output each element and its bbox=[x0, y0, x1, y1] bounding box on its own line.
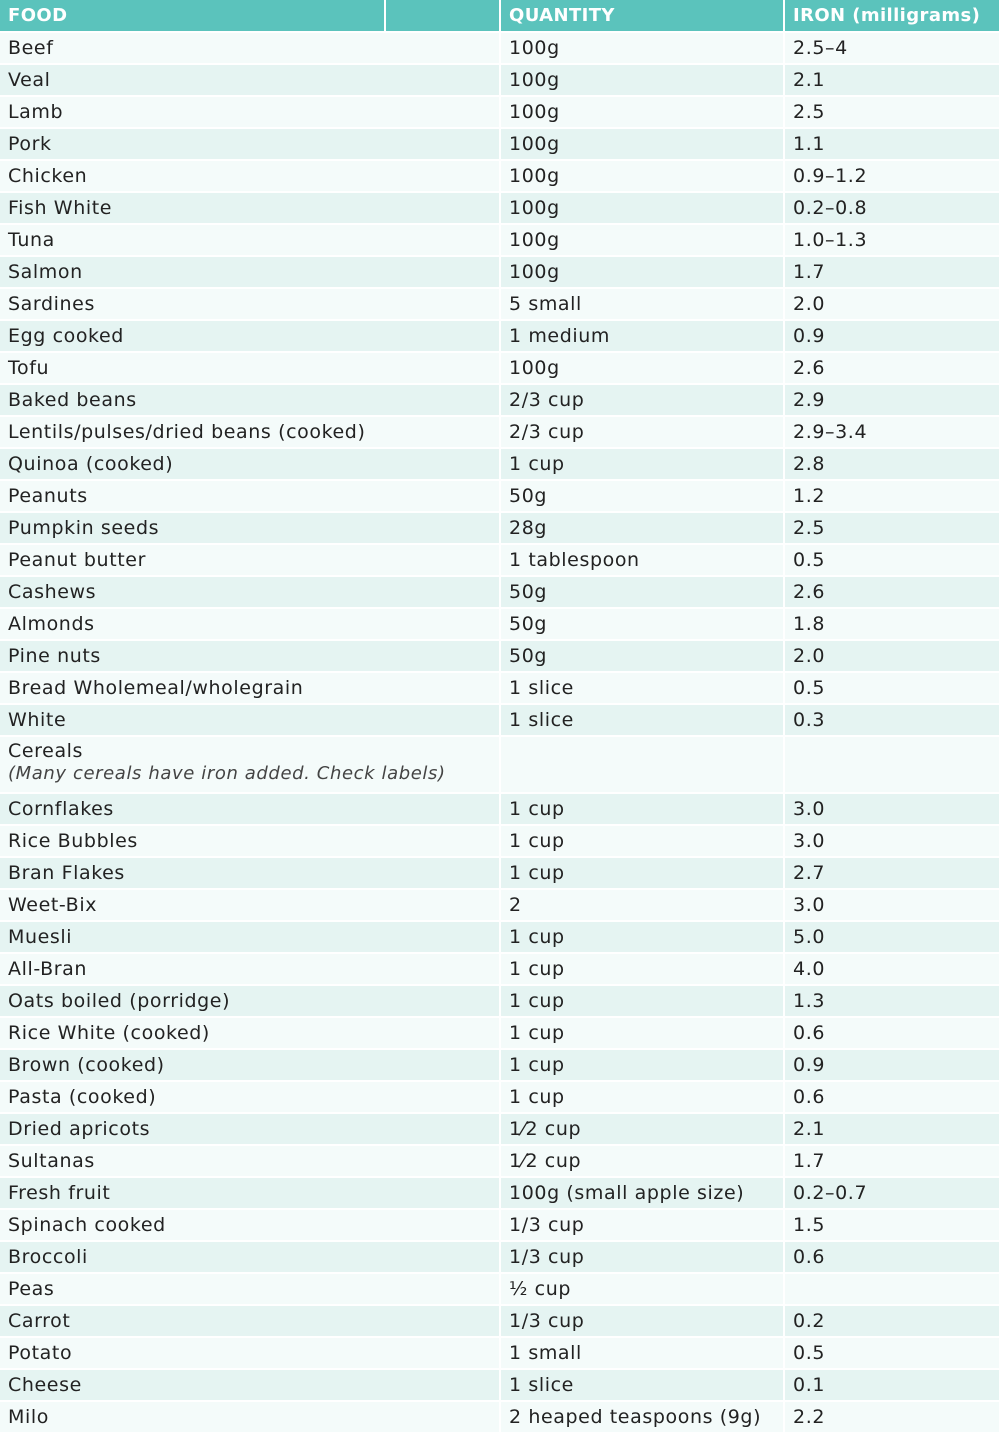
iron-cell: 1.1 bbox=[784, 128, 1000, 160]
table-row bbox=[0, 224, 1000, 256]
quantity-cell: 1 cup bbox=[500, 1081, 784, 1113]
food-cell: Tuna bbox=[0, 224, 500, 256]
table-header bbox=[0, 0, 1000, 32]
iron-cell: 3.0 bbox=[784, 793, 1000, 825]
iron-cell: 2.9–3.4 bbox=[784, 416, 1000, 448]
food-cell: Bread Wholemeal/wholegrain bbox=[0, 672, 500, 704]
table-row bbox=[0, 953, 1000, 985]
food-cell: Pumpkin seeds bbox=[0, 512, 500, 544]
table-row bbox=[0, 32, 1000, 64]
iron-cell: 2.2 bbox=[784, 1401, 1000, 1433]
table-row bbox=[0, 857, 1000, 889]
food-cell: Brown (cooked) bbox=[0, 1049, 500, 1081]
food-cell: Fish White bbox=[0, 192, 500, 224]
quantity-cell: 50g bbox=[500, 640, 784, 672]
quantity-cell: 100g bbox=[500, 160, 784, 192]
quantity-cell: 1 cup bbox=[500, 825, 784, 857]
iron-cell: 0.6 bbox=[784, 1017, 1000, 1049]
table-row bbox=[0, 1241, 1000, 1273]
food-cell: All-Bran bbox=[0, 953, 500, 985]
table-row bbox=[0, 288, 1000, 320]
table-row bbox=[0, 256, 1000, 288]
iron-cell: 2.1 bbox=[784, 1113, 1000, 1145]
table-row bbox=[0, 921, 1000, 953]
iron-cell: 0.9 bbox=[784, 320, 1000, 352]
quantity-cell: 1 cup bbox=[500, 793, 784, 825]
iron-cell: 2.5 bbox=[784, 96, 1000, 128]
food-cell: Baked beans bbox=[0, 384, 500, 416]
food-cell: Cashews bbox=[0, 576, 500, 608]
column-header-blank bbox=[385, 0, 500, 32]
table-row bbox=[0, 1017, 1000, 1049]
food-cell: Pork bbox=[0, 128, 500, 160]
food-cell: Peanuts bbox=[0, 480, 500, 512]
table-row bbox=[0, 640, 1000, 672]
iron-cell bbox=[784, 736, 1000, 793]
iron-cell: 1.3 bbox=[784, 985, 1000, 1017]
quantity-cell: 1 cup bbox=[500, 857, 784, 889]
table-row bbox=[0, 64, 1000, 96]
food-cell: Carrot bbox=[0, 1305, 500, 1337]
table-row bbox=[0, 384, 1000, 416]
table-row bbox=[0, 128, 1000, 160]
quantity-cell: 100g bbox=[500, 64, 784, 96]
quantity-cell: 1 cup bbox=[500, 1017, 784, 1049]
iron-cell: 0.2 bbox=[784, 1305, 1000, 1337]
quantity-cell: 1/3 cup bbox=[500, 1209, 784, 1241]
column-header-food: FOOD bbox=[0, 0, 385, 32]
iron-cell: 1.0–1.3 bbox=[784, 224, 1000, 256]
table-row bbox=[0, 608, 1000, 640]
table-row bbox=[0, 1145, 1000, 1177]
food-cell: Quinoa (cooked) bbox=[0, 448, 500, 480]
quantity-cell: 1 medium bbox=[500, 320, 784, 352]
table-row bbox=[0, 320, 1000, 352]
iron-cell: 0.2–0.8 bbox=[784, 192, 1000, 224]
quantity-cell: 2 bbox=[500, 889, 784, 921]
food-cell: Pine nuts bbox=[0, 640, 500, 672]
table-row bbox=[0, 825, 1000, 857]
iron-cell: 2.7 bbox=[784, 857, 1000, 889]
food-cell: Broccoli bbox=[0, 1241, 500, 1273]
food-cell: White bbox=[0, 704, 500, 736]
iron-cell: 3.0 bbox=[784, 889, 1000, 921]
quantity-cell: 100g bbox=[500, 352, 784, 384]
iron-cell: 2.8 bbox=[784, 448, 1000, 480]
food-cell: Lentils/pulses/dried beans (cooked) bbox=[0, 416, 500, 448]
iron-cell: 0.6 bbox=[784, 1241, 1000, 1273]
iron-cell: 0.5 bbox=[784, 544, 1000, 576]
table-row bbox=[0, 1401, 1000, 1433]
table-row bbox=[0, 1305, 1000, 1337]
quantity-cell: 100g bbox=[500, 256, 784, 288]
quantity-cell: 100g bbox=[500, 32, 784, 64]
food-cell: Lamb bbox=[0, 96, 500, 128]
table-row bbox=[0, 160, 1000, 192]
quantity-cell: 100g bbox=[500, 128, 784, 160]
quantity-cell: 1⁄2 cup bbox=[500, 1145, 784, 1177]
iron-cell bbox=[784, 1273, 1000, 1305]
quantity-cell: 1 slice bbox=[500, 704, 784, 736]
food-cell: Pasta (cooked) bbox=[0, 1081, 500, 1113]
quantity-cell: 1 cup bbox=[500, 448, 784, 480]
quantity-cell: 100g (small apple size) bbox=[500, 1177, 784, 1209]
iron-cell: 0.6 bbox=[784, 1081, 1000, 1113]
quantity-cell: 50g bbox=[500, 608, 784, 640]
quantity-cell: 28g bbox=[500, 512, 784, 544]
food-cell: Veal bbox=[0, 64, 500, 96]
quantity-cell: 100g bbox=[500, 192, 784, 224]
quantity-cell: 2 heaped teaspoons (9g) bbox=[500, 1401, 784, 1433]
food-cell: Dried apricots bbox=[0, 1113, 500, 1145]
quantity-cell: 2/3 cup bbox=[500, 384, 784, 416]
table-row bbox=[0, 1049, 1000, 1081]
table-row bbox=[0, 672, 1000, 704]
quantity-cell: 1 cup bbox=[500, 1049, 784, 1081]
table-row bbox=[0, 192, 1000, 224]
iron-cell: 4.0 bbox=[784, 953, 1000, 985]
iron-cell: 1.7 bbox=[784, 256, 1000, 288]
table-row bbox=[0, 448, 1000, 480]
iron-cell: 0.9 bbox=[784, 1049, 1000, 1081]
table-row bbox=[0, 889, 1000, 921]
food-cell: Cheese bbox=[0, 1369, 500, 1401]
food-cell: Salmon bbox=[0, 256, 500, 288]
table-row bbox=[0, 96, 1000, 128]
quantity-cell: 1 cup bbox=[500, 985, 784, 1017]
food-cell: Chicken bbox=[0, 160, 500, 192]
iron-cell: 2.0 bbox=[784, 640, 1000, 672]
table-row bbox=[0, 1177, 1000, 1209]
iron-cell: 1.8 bbox=[784, 608, 1000, 640]
iron-cell: 0.5 bbox=[784, 672, 1000, 704]
iron-cell: 5.0 bbox=[784, 921, 1000, 953]
quantity-cell: 2/3 cup bbox=[500, 416, 784, 448]
iron-cell: 1.2 bbox=[784, 480, 1000, 512]
iron-cell: 2.6 bbox=[784, 352, 1000, 384]
quantity-cell: 1/3 cup bbox=[500, 1241, 784, 1273]
table-row bbox=[0, 1209, 1000, 1241]
iron-cell: 2.9 bbox=[784, 384, 1000, 416]
food-cell: Weet-Bix bbox=[0, 889, 500, 921]
table-row bbox=[0, 1113, 1000, 1145]
quantity-cell: 1 tablespoon bbox=[500, 544, 784, 576]
food-cell: Rice White (cooked) bbox=[0, 1017, 500, 1049]
iron-cell: 2.5 bbox=[784, 512, 1000, 544]
iron-cell: 2.5–4 bbox=[784, 32, 1000, 64]
food-cell: Egg cooked bbox=[0, 320, 500, 352]
iron-cell: 1.7 bbox=[784, 1145, 1000, 1177]
column-header-quantity: QUANTITY bbox=[500, 0, 784, 32]
table-row bbox=[0, 793, 1000, 825]
table-row bbox=[0, 1081, 1000, 1113]
column-header-iron: IRON (milligrams) bbox=[784, 0, 1000, 32]
quantity-cell bbox=[500, 736, 784, 793]
food-cell: Milo bbox=[0, 1401, 500, 1433]
quantity-cell: 1 cup bbox=[500, 953, 784, 985]
table-row bbox=[0, 1337, 1000, 1369]
table-row bbox=[0, 1369, 1000, 1401]
food-cell: Sultanas bbox=[0, 1145, 500, 1177]
quantity-cell: 5 small bbox=[500, 288, 784, 320]
food-cell: Muesli bbox=[0, 921, 500, 953]
table-row bbox=[0, 1273, 1000, 1305]
quantity-cell: 1 small bbox=[500, 1337, 784, 1369]
table-row bbox=[0, 544, 1000, 576]
table-row bbox=[0, 736, 1000, 793]
iron-cell: 3.0 bbox=[784, 825, 1000, 857]
food-note: (Many cereals have iron added. Check labels) bbox=[8, 763, 446, 784]
table-row bbox=[0, 480, 1000, 512]
iron-cell: 2.0 bbox=[784, 288, 1000, 320]
food-cell: Rice Bubbles bbox=[0, 825, 500, 857]
food-cell: Potato bbox=[0, 1337, 500, 1369]
food-cell: Oats boiled (porridge) bbox=[0, 985, 500, 1017]
food-cell: Spinach cooked bbox=[0, 1209, 500, 1241]
iron-cell: 0.2–0.7 bbox=[784, 1177, 1000, 1209]
iron-cell: 0.9–1.2 bbox=[784, 160, 1000, 192]
quantity-cell: 50g bbox=[500, 576, 784, 608]
iron-cell: 0.5 bbox=[784, 1337, 1000, 1369]
quantity-cell: 1 slice bbox=[500, 672, 784, 704]
iron-cell: 2.6 bbox=[784, 576, 1000, 608]
iron-cell: 2.1 bbox=[784, 64, 1000, 96]
quantity-cell: 1/3 cup bbox=[500, 1305, 784, 1337]
quantity-cell: ½ cup bbox=[500, 1273, 784, 1305]
food-cell: Cornflakes bbox=[0, 793, 500, 825]
food-cell: Peas bbox=[0, 1273, 500, 1305]
quantity-cell: 1⁄2 cup bbox=[500, 1113, 784, 1145]
table-row bbox=[0, 512, 1000, 544]
iron-cell: 0.1 bbox=[784, 1369, 1000, 1401]
food-cell: Tofu bbox=[0, 352, 500, 384]
quantity-cell: 100g bbox=[500, 224, 784, 256]
table-row bbox=[0, 416, 1000, 448]
table-row bbox=[0, 985, 1000, 1017]
food-cell: Fresh fruit bbox=[0, 1177, 500, 1209]
quantity-cell: 1 cup bbox=[500, 921, 784, 953]
quantity-cell: 100g bbox=[500, 96, 784, 128]
food-cell: Peanut butter bbox=[0, 544, 500, 576]
table-row bbox=[0, 352, 1000, 384]
quantity-cell: 1 slice bbox=[500, 1369, 784, 1401]
food-cell bbox=[0, 736, 500, 793]
food-name: Cereals bbox=[8, 740, 84, 762]
iron-cell: 0.3 bbox=[784, 704, 1000, 736]
iron-cell: 1.5 bbox=[784, 1209, 1000, 1241]
food-cell: Beef bbox=[0, 32, 500, 64]
table-row bbox=[0, 576, 1000, 608]
table-body bbox=[0, 32, 1000, 1433]
table-row bbox=[0, 704, 1000, 736]
food-cell: Sardines bbox=[0, 288, 500, 320]
header-row bbox=[0, 0, 1000, 32]
quantity-cell: 50g bbox=[500, 480, 784, 512]
food-cell: Bran Flakes bbox=[0, 857, 500, 889]
food-cell: Almonds bbox=[0, 608, 500, 640]
